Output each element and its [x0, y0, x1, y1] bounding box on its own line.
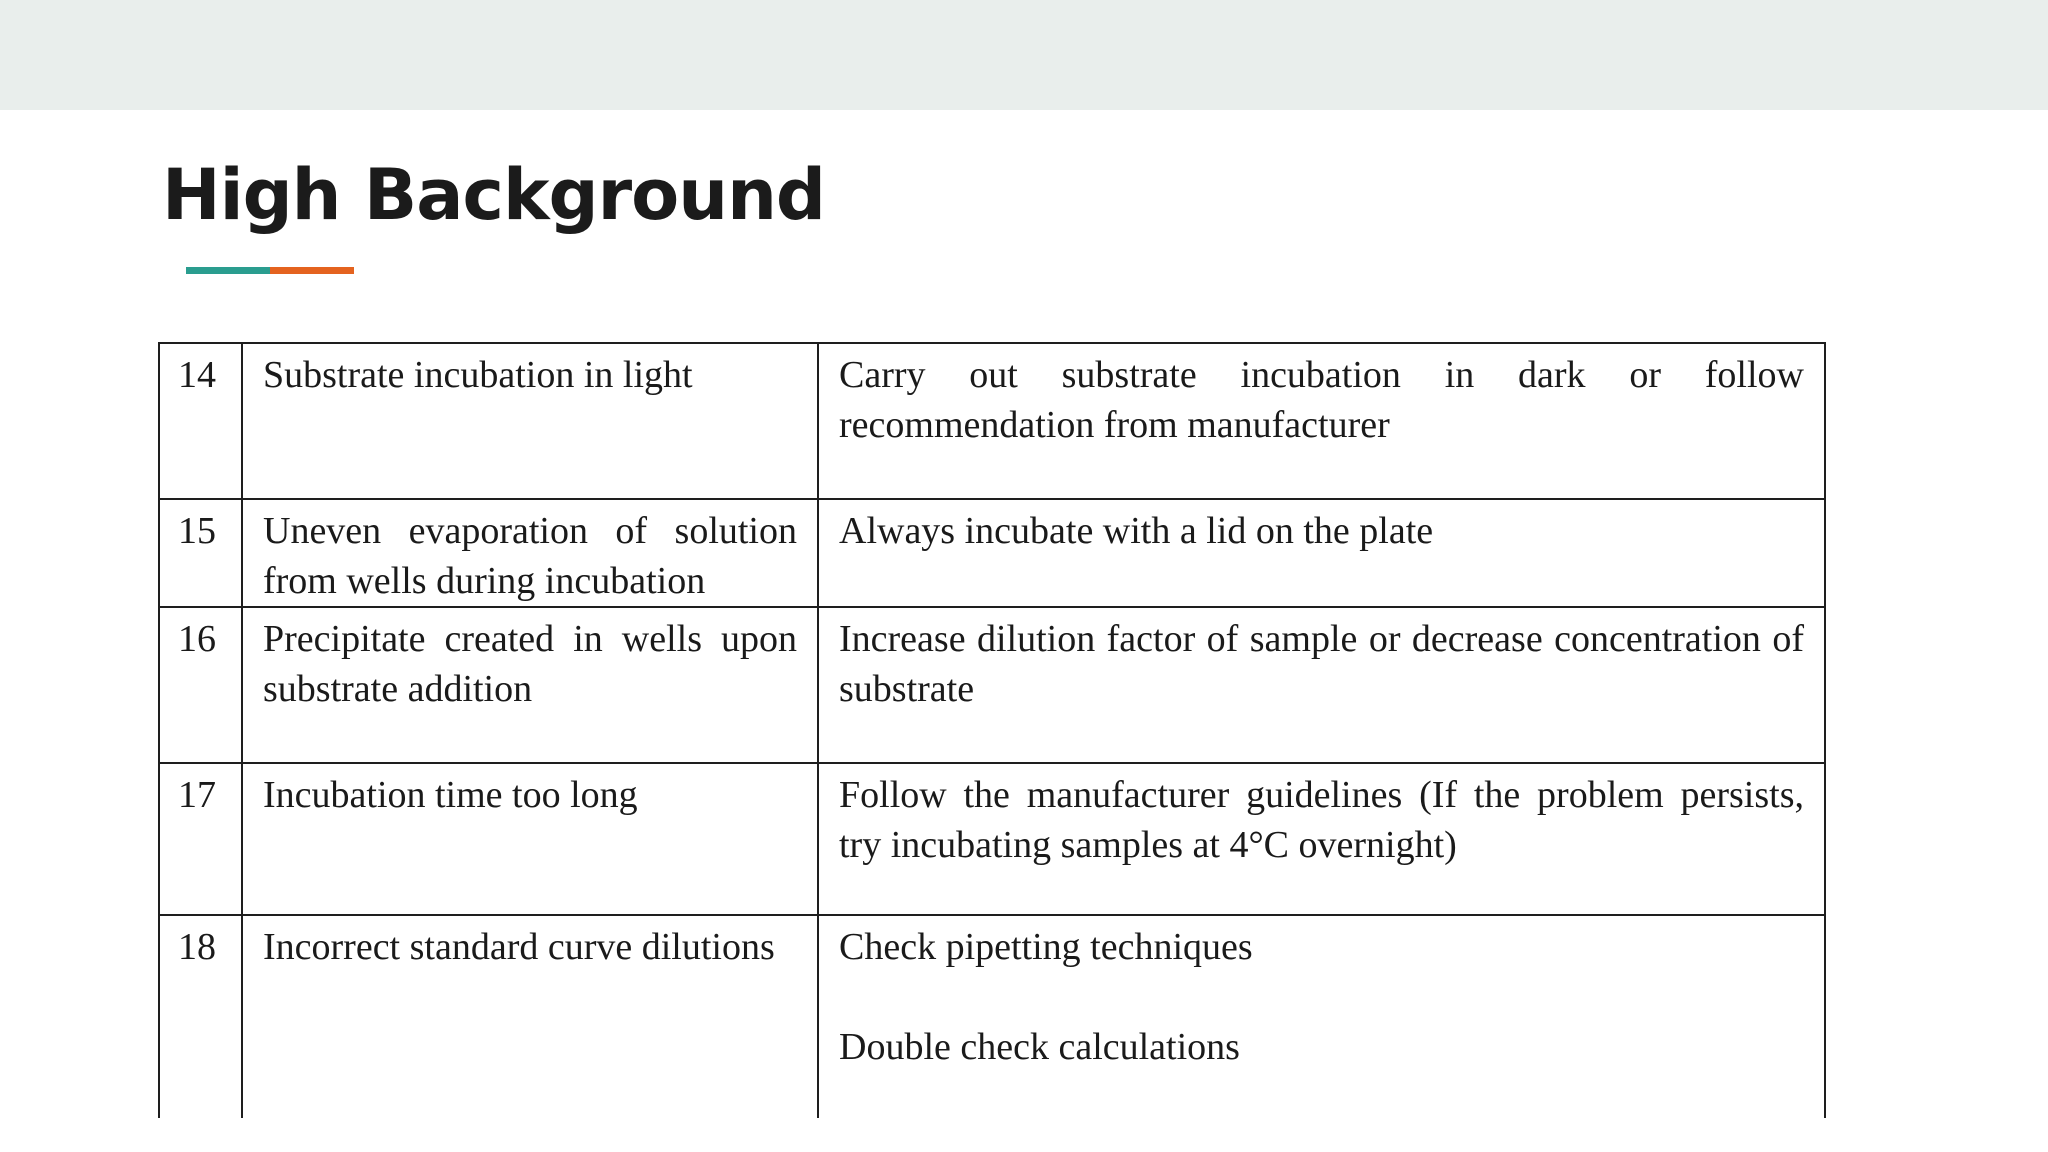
solution-text: Double check calculations: [839, 1026, 1240, 1068]
recommended-solution: [818, 343, 1825, 499]
problem-cause: Incubation time too long: [242, 763, 818, 915]
solution-text: Follow the manufacturer guidelines (If the problem persists, try incubating samples at 4°C overnight): [839, 774, 1804, 866]
solution-spacer: [839, 972, 1804, 1022]
troubleshooting-table: [158, 342, 1826, 1118]
problem-cause: Incorrect standard curve dilutions: [242, 915, 818, 1118]
problem-cause: Substrate incubation in light: [242, 343, 818, 499]
row-number: 18: [159, 915, 242, 1118]
top-header-band: [0, 0, 2048, 110]
recommended-solution: [818, 763, 1825, 915]
slide-title: High Background: [162, 154, 826, 236]
table-row: [159, 915, 1825, 1118]
row-number: 16: [159, 607, 242, 763]
table-row: [159, 499, 1825, 607]
table-row: [159, 763, 1825, 915]
problem-cause: Precipitate created in wells upon substrate addition: [242, 607, 818, 763]
solution-text: Increase dilution factor of sample or decrease concentration of substrate: [839, 618, 1804, 710]
solution-text: Always incubate with a lid on the plate: [839, 510, 1434, 552]
recommended-solution: [818, 499, 1825, 607]
recommended-solution: [818, 607, 1825, 763]
solution-text: Carry out substrate incubation in dark or follow recommendation from manufacturer: [839, 354, 1804, 446]
recommended-solution: [818, 915, 1825, 1118]
table-row: [159, 607, 1825, 763]
solution-text: Check pipetting techniques: [839, 926, 1253, 968]
problem-cause: Uneven evaporation of solution from wells during incubation: [242, 499, 818, 607]
troubleshooting-table-image: [156, 340, 1828, 1118]
title-accent-bar: [186, 267, 354, 274]
row-number: 15: [159, 499, 242, 607]
accent-bar-orange-segment: [270, 267, 354, 274]
row-number: 17: [159, 763, 242, 915]
row-number: 14: [159, 343, 242, 499]
accent-bar-teal-segment: [186, 267, 270, 274]
table-row: [159, 343, 1825, 499]
